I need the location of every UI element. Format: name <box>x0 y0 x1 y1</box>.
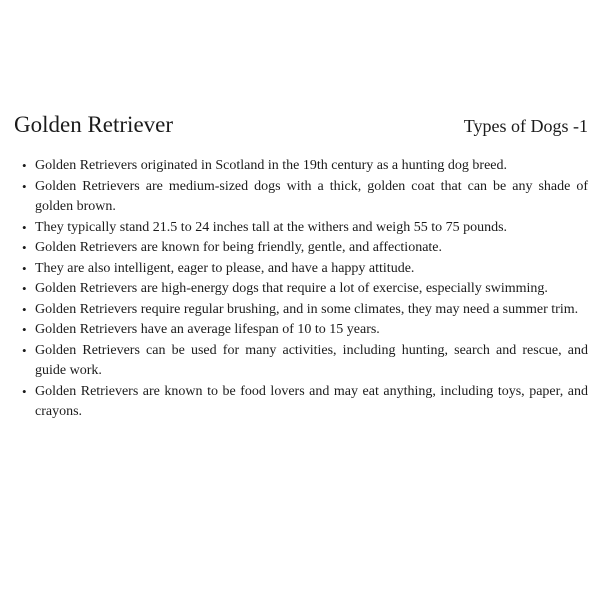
list-item <box>22 156 588 177</box>
list-item <box>22 300 588 321</box>
list-item <box>22 177 588 218</box>
list-item-text: They are also intelligent, eager to please, and have a happy attitude. <box>35 260 415 276</box>
list-item <box>22 218 588 239</box>
facts-list <box>14 156 588 423</box>
bullet-icon: • <box>22 178 27 194</box>
list-item <box>22 238 588 259</box>
list-item-text: Golden Retrievers require regular brushing, and in some climates, they may need a summer trim. <box>35 301 579 317</box>
list-item <box>22 382 588 423</box>
list-item-text: Golden Retrievers are high-energy dogs that require a lot of exercise, especially swimming. <box>35 281 548 296</box>
list-item <box>22 341 588 382</box>
list-item-text: Golden Retrievers are known to be food lovers and may eat anything, including toys, paper, and crayons. <box>35 383 588 419</box>
list-item <box>22 320 588 341</box>
list-item <box>22 259 588 280</box>
doc-series-label: Types of Dogs -1 <box>463 116 588 136</box>
list-item-text: Golden Retrievers are known for being friendly, gentle, and affectionate. <box>35 240 443 255</box>
list-item-text: They typically stand 21.5 to 24 inches tall at the withers and weigh 55 to 75 pounds. <box>35 219 508 235</box>
list-item-text: Golden Retrievers originated in Scotland in the 19th century as a hunting dog breed. <box>35 158 507 173</box>
bullet-icon: • <box>22 240 27 255</box>
bullet-icon: • <box>22 383 27 399</box>
bullet-icon: • <box>22 158 27 173</box>
list-item <box>22 279 588 300</box>
page-header <box>14 112 588 139</box>
bullet-icon: • <box>22 260 27 276</box>
bullet-icon: • <box>22 322 27 337</box>
bullet-icon: • <box>22 301 27 317</box>
list-item-text: Golden Retrievers can be used for many activities, including hunting, search and rescue, and guide work. <box>35 342 588 378</box>
list-item-text: Golden Retrievers have an average lifespan of 10 to 15 years. <box>35 322 380 337</box>
bullet-icon: • <box>22 219 27 235</box>
list-item-text: Golden Retrievers are medium-sized dogs with a thick, golden coat that can be any shade of golden brown. <box>35 178 588 214</box>
bullet-icon: • <box>22 281 27 296</box>
bullet-icon: • <box>22 342 27 358</box>
page-title: Golden Retriever <box>14 112 174 137</box>
